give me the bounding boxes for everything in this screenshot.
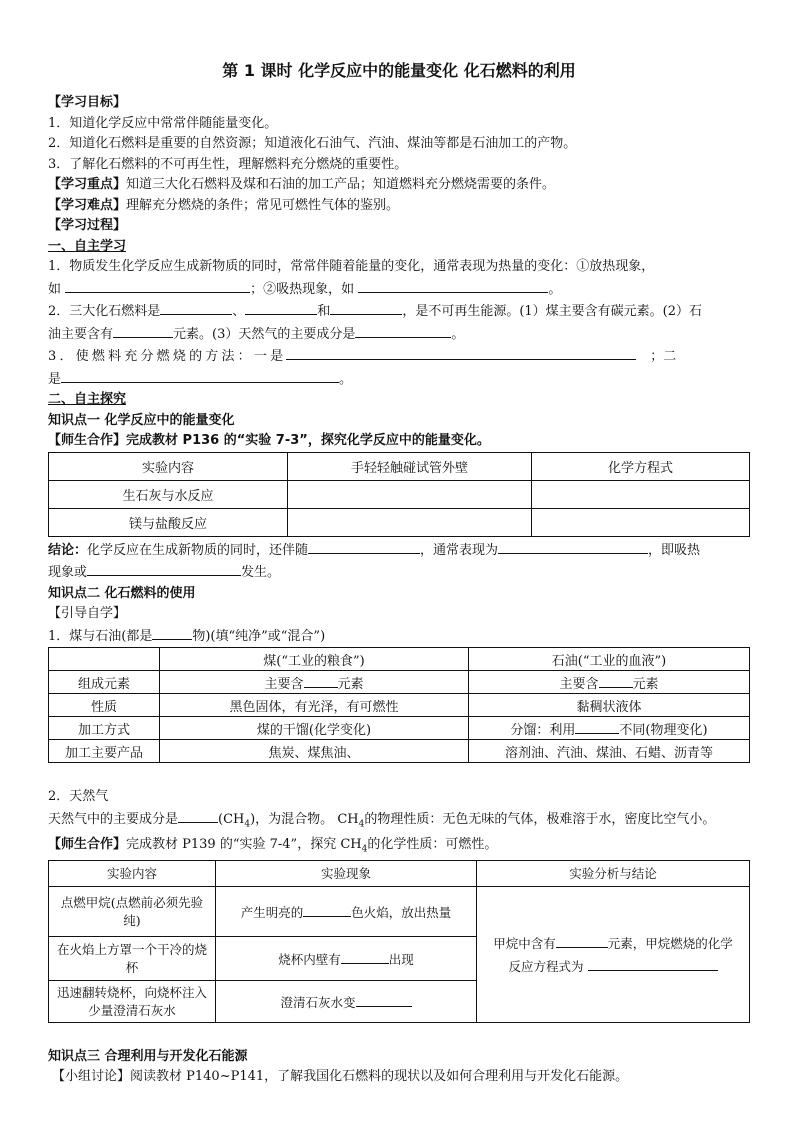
key-points-text: 知道三大化石燃料及煤和石油的加工产品；知道燃料充分燃烧需要的条件。 [126,177,556,192]
difficult-points [48,196,750,217]
row-label: 组成元素 [49,671,160,694]
answer-cell[interactable] [532,480,750,508]
table-header-row [49,860,750,886]
answer-blank[interactable] [303,902,351,917]
table-row [49,671,750,694]
answer-blank[interactable] [588,956,718,971]
coal-cell: 煤的干馏(化学变化) [160,717,469,740]
coal-oil-text: 1．煤与石油(都是 [48,628,153,644]
coal-cell: 黑色固体，有光泽，有可燃性 [160,694,469,717]
answer-blank[interactable] [178,808,218,823]
process-header: 【学习过程】 [48,218,127,233]
gas-text: (CH [218,811,245,827]
cell-text: 主要含 [264,676,304,692]
cooperation-text: 完成教材 P139 的“实验 7-4”，探究 CH [126,836,362,852]
q3-text: 。 [339,371,353,387]
answer-blank[interactable] [355,323,451,338]
q3-text: ；二 [650,349,677,364]
conclusion-text: 发生。 [241,565,281,580]
table-row [49,740,750,763]
subscript: 4 [358,819,365,830]
cooperation-2 [48,835,750,860]
question-3-line-b [48,368,750,391]
q3-text: 是 [48,371,62,387]
q1-text: ；②吸热现象，如 [250,281,355,297]
conclusion-line-b [48,561,750,584]
phenomenon-cell [216,980,477,1022]
gas-text: 天然气中的主要成分是 [48,811,179,827]
objective-item: 1．知道化学反应中常常伴随能量变化。 [48,115,278,131]
table-header-cell: 手轻轻触碰试管外壁 [288,452,532,480]
self-study-header: 一、自主学习 [48,238,127,254]
natural-gas-line [48,808,750,835]
q2-text: ，是不可再生能源。(1）煤主要含有碳元素。(2）石 [402,304,702,319]
table-row [49,717,750,740]
discussion-label: 【小组讨论】 [52,1069,131,1085]
gas-text: 的物理性质：无色无味的气体，极难溶于水，密度比空气小。 [364,811,716,827]
explore-header: 二、自主探究 [48,392,127,407]
answer-blank[interactable] [113,323,173,338]
answer-blank[interactable] [308,539,420,554]
group-discussion [48,1067,750,1088]
coal-oil-text: 物)(填“纯净”或“混合”) [192,628,326,644]
conclusion-text: ，即吸热 [648,542,701,558]
experiment-content: 在火焰上方罩一个干冷的烧杯 [49,936,216,980]
natural-gas-header: 2．天然气 [48,789,109,804]
table-header-cell: 石油(“工业的血液”) [469,648,750,671]
gas-text: )，为混合物。 CH [250,811,359,827]
answer-cell[interactable] [288,508,532,536]
cell-text: 反应方程式为 [508,959,584,975]
table-row [49,508,750,536]
difficult-points-label: 【学习难点】 [48,197,127,213]
discussion-text: 阅读教材 P140~P141，了解我国化石燃料的现状以及如何合理利用与开发化石能源。 [130,1069,629,1085]
table-header-row [49,452,750,480]
answer-blank[interactable] [152,625,192,640]
answer-blank[interactable] [245,300,317,315]
cell-text: 烧杯内壁有 [278,951,341,967]
answer-blank[interactable] [61,368,339,383]
q1-text: 如 [48,281,62,297]
question-3-line-a [48,345,750,368]
cooperation-text: 的化学性质：可燃性。 [367,836,498,852]
conclusion-text: 现象或 [48,565,88,580]
q2-text: 。 [451,326,465,342]
cooperation-text: 完成教材 P136 的“实验 7-3”，探究化学反应中的能量变化。 [126,433,490,448]
conclusion-text: ，通常表现为 [420,542,499,558]
oil-cell: 溶剂油、汽油、煤油、石蜡、沥青等 [469,740,750,763]
objectives-header: 【学习目标】 [48,95,127,110]
oil-cell: 黏稠状液体 [469,694,750,717]
subscript: 4 [361,844,368,855]
objective-item: 3．了解化石燃料的不可再生性，理解燃料充分燃烧的重要性。 [48,156,408,172]
cell-text: 不同(物理变化) [619,722,708,738]
q2-text: 油主要含有 [48,326,114,342]
phenomenon-cell [216,936,477,980]
experiment-name: 生石灰与水反应 [49,480,288,508]
conclusion-text: 化学反应在生成新物质的同时，还伴随 [87,542,309,558]
subscript: 4 [244,819,251,830]
table-row [49,480,750,508]
cell-text: 澄清石灰水变 [280,994,356,1010]
answer-blank[interactable] [286,345,636,360]
oil-cell [469,717,750,740]
objective-item: 2．知道化石燃料是重要的自然资源；知道液化石油气、汽油、煤油等都是石油加工的产物。 [48,136,577,151]
cell-text: 色火焰，放出热量 [351,904,452,920]
coal-cell: 焦炭、煤焦油、 [160,740,469,763]
analysis-cell [477,886,750,1022]
row-label: 加工方式 [49,717,160,740]
table-header-cell: 实验现象 [216,860,477,886]
answer-blank[interactable] [87,561,241,576]
oil-cell [469,671,750,694]
cell-text: 元素，甲烷燃烧的化学 [607,936,733,952]
q2-text: 和 [317,304,331,319]
answer-blank[interactable] [498,539,648,554]
answer-blank[interactable] [330,300,402,315]
cell-text: 元素 [632,676,659,692]
cell-text: 产生明亮的 [240,904,304,920]
energy-experiment-table [48,452,750,537]
answer-blank[interactable] [304,673,338,688]
answer-blank[interactable] [160,300,232,315]
page-title: 第 1 课时 化学反应中的能量变化 化石燃料的利用 [222,61,576,80]
answer-blank[interactable] [599,673,633,688]
cell-text: 甲烷中含有 [493,936,556,952]
answer-blank[interactable] [575,719,619,734]
phenomenon-cell [216,886,477,936]
cell-text: 分馏：利用 [510,722,576,738]
cooperation-1 [48,431,750,452]
cooperation-label: 【师生合作】 [48,836,127,852]
worksheet-page [48,58,750,1088]
experiment-content: 点燃甲烷(点燃前必须先验纯) [49,886,216,936]
q2-text: 2．三大化石燃料是 [48,304,161,319]
difficult-points-text: 理解充分燃烧的条件；常见可燃性气体的鉴别。 [126,197,400,213]
knowledge-point-3: 知识点三 合理利用与开发化石能源 [48,1048,248,1064]
guide-label: 【引导自学】 [48,606,127,621]
q2-text: 元素。(3）天然气的主要成分是 [173,326,356,342]
answer-blank[interactable] [341,949,389,964]
answer-blank[interactable] [358,278,548,293]
coal-cell [160,671,469,694]
cell-text: 元素 [337,676,364,692]
table-row [49,886,750,936]
key-points [48,175,750,196]
table-header-cell [49,648,160,671]
question-1-line-b [48,278,750,301]
question-2-line-a [48,300,750,323]
question-2-line-b [48,323,750,346]
table-header-cell: 化学方程式 [532,452,750,480]
q1-text: 。 [548,281,562,297]
answer-cell[interactable] [288,480,532,508]
knowledge-point-2: 知识点二 化石燃料的使用 [48,585,196,601]
experiment-name: 镁与盐酸反应 [49,508,288,536]
question-1-line-a: 1．物质发生化学反应生成新物质的同时，常常伴随着能量的变化，通常表现为热量的变化：①放热现象， [48,259,655,274]
row-label: 加工主要产品 [49,740,160,763]
conclusion-label: 结论： [48,542,88,558]
cooperation-label: 【师生合作】 [48,433,127,448]
coal-oil-table [48,647,750,763]
table-header-cell: 实验内容 [49,452,288,480]
row-label: 性质 [49,694,160,717]
answer-blank[interactable] [556,933,608,948]
cell-text: 出现 [388,951,414,967]
table-header-cell: 实验内容 [49,860,216,886]
cell-text: 主要含 [559,676,599,692]
coal-oil-line [48,625,750,648]
q3-text: 3．使燃料充分燃烧的方法：一是 [48,349,287,364]
table-row [49,694,750,717]
methane-experiment-table [48,860,750,1023]
experiment-content: 迅速翻转烧杯，向烧杯注入少量澄清石灰水 [49,980,216,1022]
answer-cell[interactable] [532,508,750,536]
answer-blank[interactable] [356,992,412,1007]
table-header-row [49,648,750,671]
knowledge-point-1: 知识点一 化学反应中的能量变化 [48,412,235,428]
conclusion-line-a [48,539,750,562]
answer-blank[interactable] [65,278,250,293]
key-points-label: 【学习重点】 [48,177,127,192]
q2-text: 、 [232,304,246,319]
table-header-cell: 煤(“工业的粮食”) [160,648,469,671]
table-header-cell: 实验分析与结论 [477,860,750,886]
